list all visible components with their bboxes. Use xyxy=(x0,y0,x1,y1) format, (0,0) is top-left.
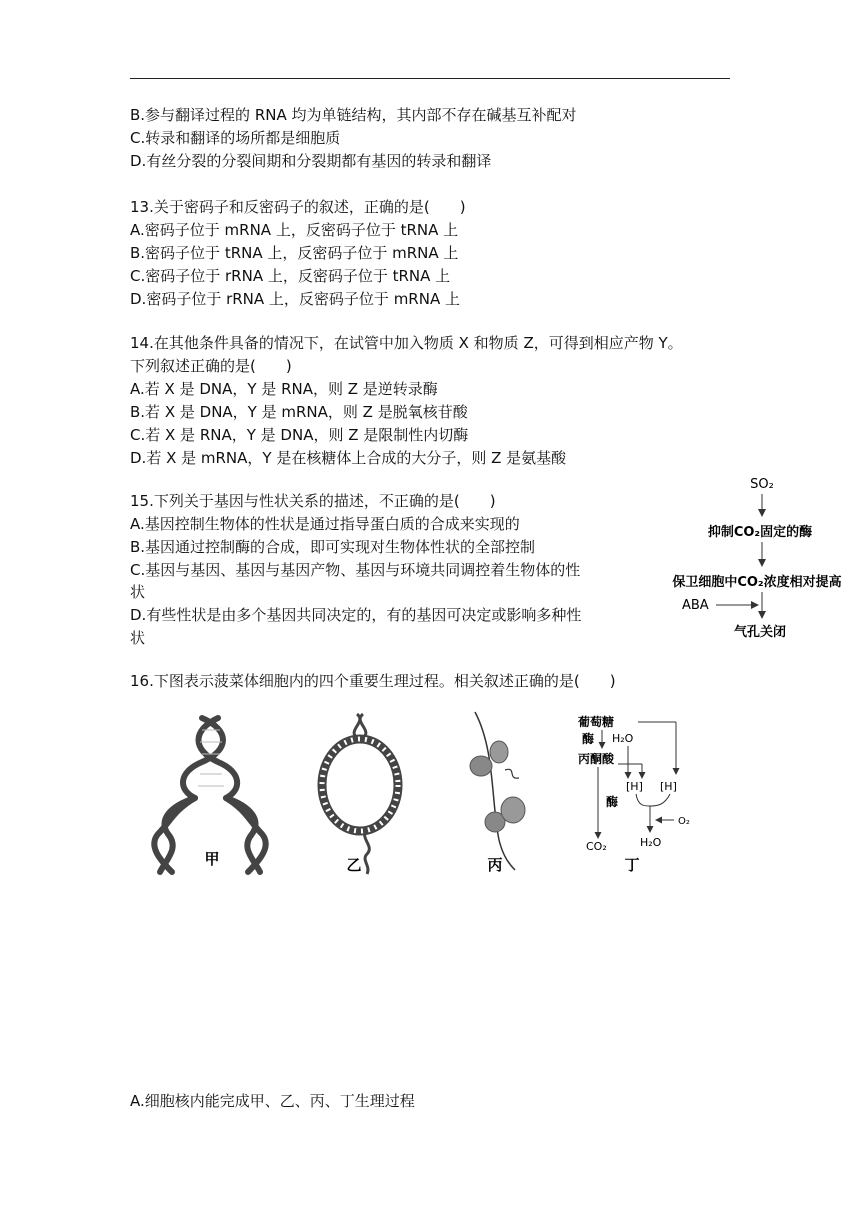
so2-aba-flow-diagram xyxy=(660,470,856,646)
q14-option-b: B.若 X 是 DNA，Y 是 mRNA，则 Z 是脱氧核苷酸 xyxy=(130,403,468,421)
q14-option-c: C.若 X 是 RNA，Y 是 DNA，则 Z 是限制性内切酶 xyxy=(130,426,469,444)
ding-enzyme2: 酶 xyxy=(606,795,619,809)
flow-result: 气孔关闭 xyxy=(733,625,787,640)
q15-option-a: A.基因控制生物体的性状是通过指导蛋白质的合成来实现的 xyxy=(130,515,520,533)
ding-pyruvate: 丙酮酸 xyxy=(578,752,615,766)
panel-bing-translation xyxy=(455,710,545,880)
panel-label-yi: 乙 xyxy=(346,856,362,874)
ding-co2: CO₂ xyxy=(586,840,607,853)
q14-option-d: D.若 X 是 mRNA，Y 是在核糖体上合成的大分子，则 Z 是氨基酸 xyxy=(130,449,567,467)
q12-option-b: B.参与翻译过程的 RNA 均为单链结构，其内部不存在碱基互补配对 xyxy=(130,106,577,124)
q15-stem: 15.下列关于基因与性状关系的描述，不正确的是( ) xyxy=(130,492,496,510)
flow-step-co2: 保卫细胞中CO₂浓度相对提高 xyxy=(672,575,842,590)
q13-option-d: D.密码子位于 rRNA 上，反密码子位于 mRNA 上 xyxy=(130,290,460,308)
q13-option-b: B.密码子位于 tRNA 上，反密码子位于 mRNA 上 xyxy=(130,244,459,262)
panel-label-jia: 甲 xyxy=(204,850,220,868)
header-rule xyxy=(130,78,730,79)
ding-h2: [H] xyxy=(660,780,677,793)
q14-stem-line1: 14.在其他条件具备的情况下，在试管中加入物质 X 和物质 Z，可得到相应产物 Y。 xyxy=(130,334,683,352)
q14-stem-line2: 下列叙述正确的是( ) xyxy=(130,357,292,375)
q13-stem: 13.关于密码子和反密码子的叙述，正确的是( ) xyxy=(130,198,466,216)
panel-label-bing: 丙 xyxy=(487,856,503,874)
q15-option-c: C.基因与基因、基因与基因产物、基因与环境共同调控着生物体的性 xyxy=(130,561,581,579)
q12-option-d: D.有丝分裂的分裂间期和分裂期都有基因的转录和翻译 xyxy=(130,152,492,170)
q12-option-c: C.转录和翻译的场所都是细胞质 xyxy=(130,129,341,147)
ding-h1: [H] xyxy=(626,780,643,793)
q16-option-a: A.细胞核内能完成甲、乙、丙、丁生理过程 xyxy=(130,1092,415,1110)
ding-glucose: 葡萄糖 xyxy=(578,715,615,729)
q15-option-c-cont: 状 xyxy=(130,583,146,601)
panel-yi-transcription xyxy=(305,710,415,880)
ding-water-out: H₂O xyxy=(640,836,662,849)
q16-stem: 16.下图表示菠菜体细胞内的四个重要生理过程。相关叙述正确的是( ) xyxy=(130,672,616,690)
ding-o2: O₂ xyxy=(678,816,690,827)
ding-enzyme1: 酶 xyxy=(582,732,595,746)
ding-water-in: H₂O xyxy=(612,732,634,745)
panel-label-ding: 丁 xyxy=(624,856,640,874)
panel-jia-dna-replication xyxy=(140,710,285,880)
panel-ding-respiration xyxy=(572,712,702,880)
q13-option-a: A.密码子位于 mRNA 上，反密码子位于 tRNA 上 xyxy=(130,221,459,239)
q14-option-a: A.若 X 是 DNA，Y 是 RNA，则 Z 是逆转录酶 xyxy=(130,380,438,398)
flow-step-enzyme: 抑制CO₂固定的酶 xyxy=(707,525,813,540)
q15-option-d: D.有些性状是由多个基因共同决定的，有的基因可决定或影响多种性 xyxy=(130,606,582,624)
flow-aba: ABA xyxy=(682,598,709,613)
q13-option-c: C.密码子位于 rRNA 上，反密码子位于 tRNA 上 xyxy=(130,267,451,285)
flow-so2: SO₂ xyxy=(750,477,774,492)
q15-option-b: B.基因通过控制酶的合成，即可实现对生物体性状的全部控制 xyxy=(130,538,536,556)
q15-option-d-cont: 状 xyxy=(130,629,146,647)
